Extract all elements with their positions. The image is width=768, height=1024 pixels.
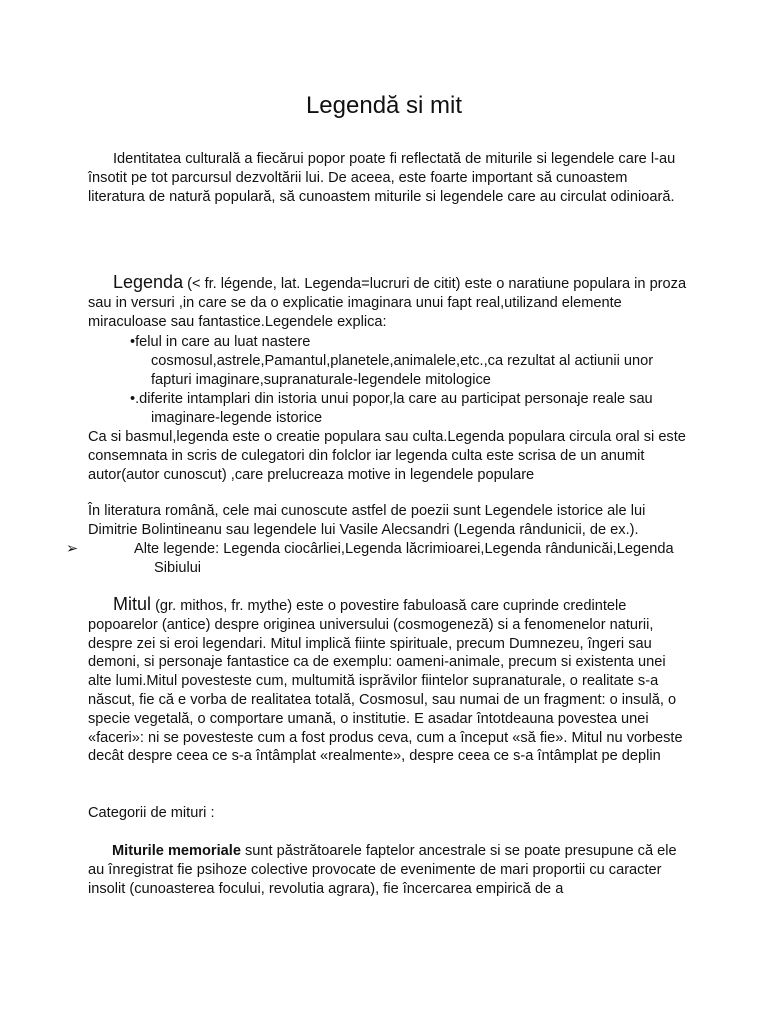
legenda-popular-paragraph: Ca si basmul,legenda este o creatie populara sau culta.Legenda populara circula oral si este consemnata in scris de culegatori din folclor iar legenda culta este scrisa de un anumit autor(autor cunoscut) ,care prelucreaza motive in legendele populare [88, 429, 686, 483]
mitul-term: Mitul [113, 594, 152, 614]
memorial-myths-text: sunt păstrătoarele faptelor ancestrale si se poate presupune că ele au înregistrat fie psihoze colective provocate de evenimente de mari proportii cu caracter insolit (cunoasterea focului, revolutia agrara), fie încercarea empirică de a [88, 843, 677, 897]
arrow-bullet-icon: ➢ [66, 541, 79, 557]
other-legends-text: Alte legende: Legenda ciocârliei,Legenda lăcrimioarei,Legenda rândunicăi,Legenda Sibiului [134, 541, 674, 576]
categories-heading: Categorii de mituri : [88, 805, 215, 821]
legenda-definition-paragraph [88, 273, 688, 331]
memorial-myths-term: Miturile memoriale [112, 843, 241, 859]
page-title: Legendă si mit [305, 92, 463, 119]
mitul-definition-text: (gr. mithos, fr. mythe) este o povestire fabuloasă care cuprinde credintele popoarelor (antice) despre originea universului (cosmogeneză) si a fenomenelor naturii, despre zei si eroi legendari. Mitul implică fiinte spirituale, precum Dumnezeu, îngeri sau demoni, si personaje fantastice ca de exemplu: oameni-animale, precum si existenta unei alte lumi.Mitul povesteste cum, multumită isprăvilor fiintelor supranaturale, o realitate s-a născut, fie că e vorba de realitatea totală, Cosmosul, sau numai de un fragment: o insulă, o specie vegetală, o comportare umană, o institutie. E asadar întotdeauna povestea unei «faceri»: ni se povesteste cum a fost produs ceva, cum a început «să fie». Mitul nu vorbeste decât despre ceea ce s-a întâmplat «realmente», despre ceea ce s-a întâmplat pe deplin [88, 598, 683, 765]
legenda-term: Legenda [113, 272, 184, 292]
legenda-definition-text: (< fr. légende, lat. Legenda=lucruri de citit) este o naratiune populara in proza sau in versuri ,in care se da o explicatie imaginara unui fapt real,utilizand elemente miraculoase sau fantastice.Legendele explica: [88, 276, 687, 330]
bullet-item-2-continuation: imaginare-legende istorice [151, 410, 323, 426]
other-legends-item [66, 540, 714, 578]
mitul-definition-paragraph [88, 595, 688, 766]
legenda-literature-paragraph: În literatura română, cele mai cunoscute astfel de poezii sunt Legendele istorice ale lui Dimitrie Bolintineanu sau legendele lui Vasile Alecsandri (Legenda rândunicii, de ex.). [88, 503, 646, 538]
bullet-item-1-continuation: cosmosul,astrele,Pamantul,planetele,animalele,etc.,ca rezultat al actiunii unor fapturi imaginare,supranaturale-legendele mitologice [151, 353, 654, 388]
bullet-item-1-first-line: •felul in care au luat nastere [130, 334, 311, 350]
intro-paragraph: Identitatea culturală a fiecărui popor poate fi reflectată de miturile si legendele care l-au însotit pe tot parcursul dezvoltării lui. De aceea, este foarte important să cunoastem literatura de natură populară, să cunoastem miturile si legendele care au circulat odinioară. [88, 151, 676, 205]
bullet-item-2-first-line: •.diferite intamplari din istoria unui popor,la care au participat personaje reale sau [130, 391, 653, 407]
memorial-myths-paragraph [88, 842, 688, 898]
